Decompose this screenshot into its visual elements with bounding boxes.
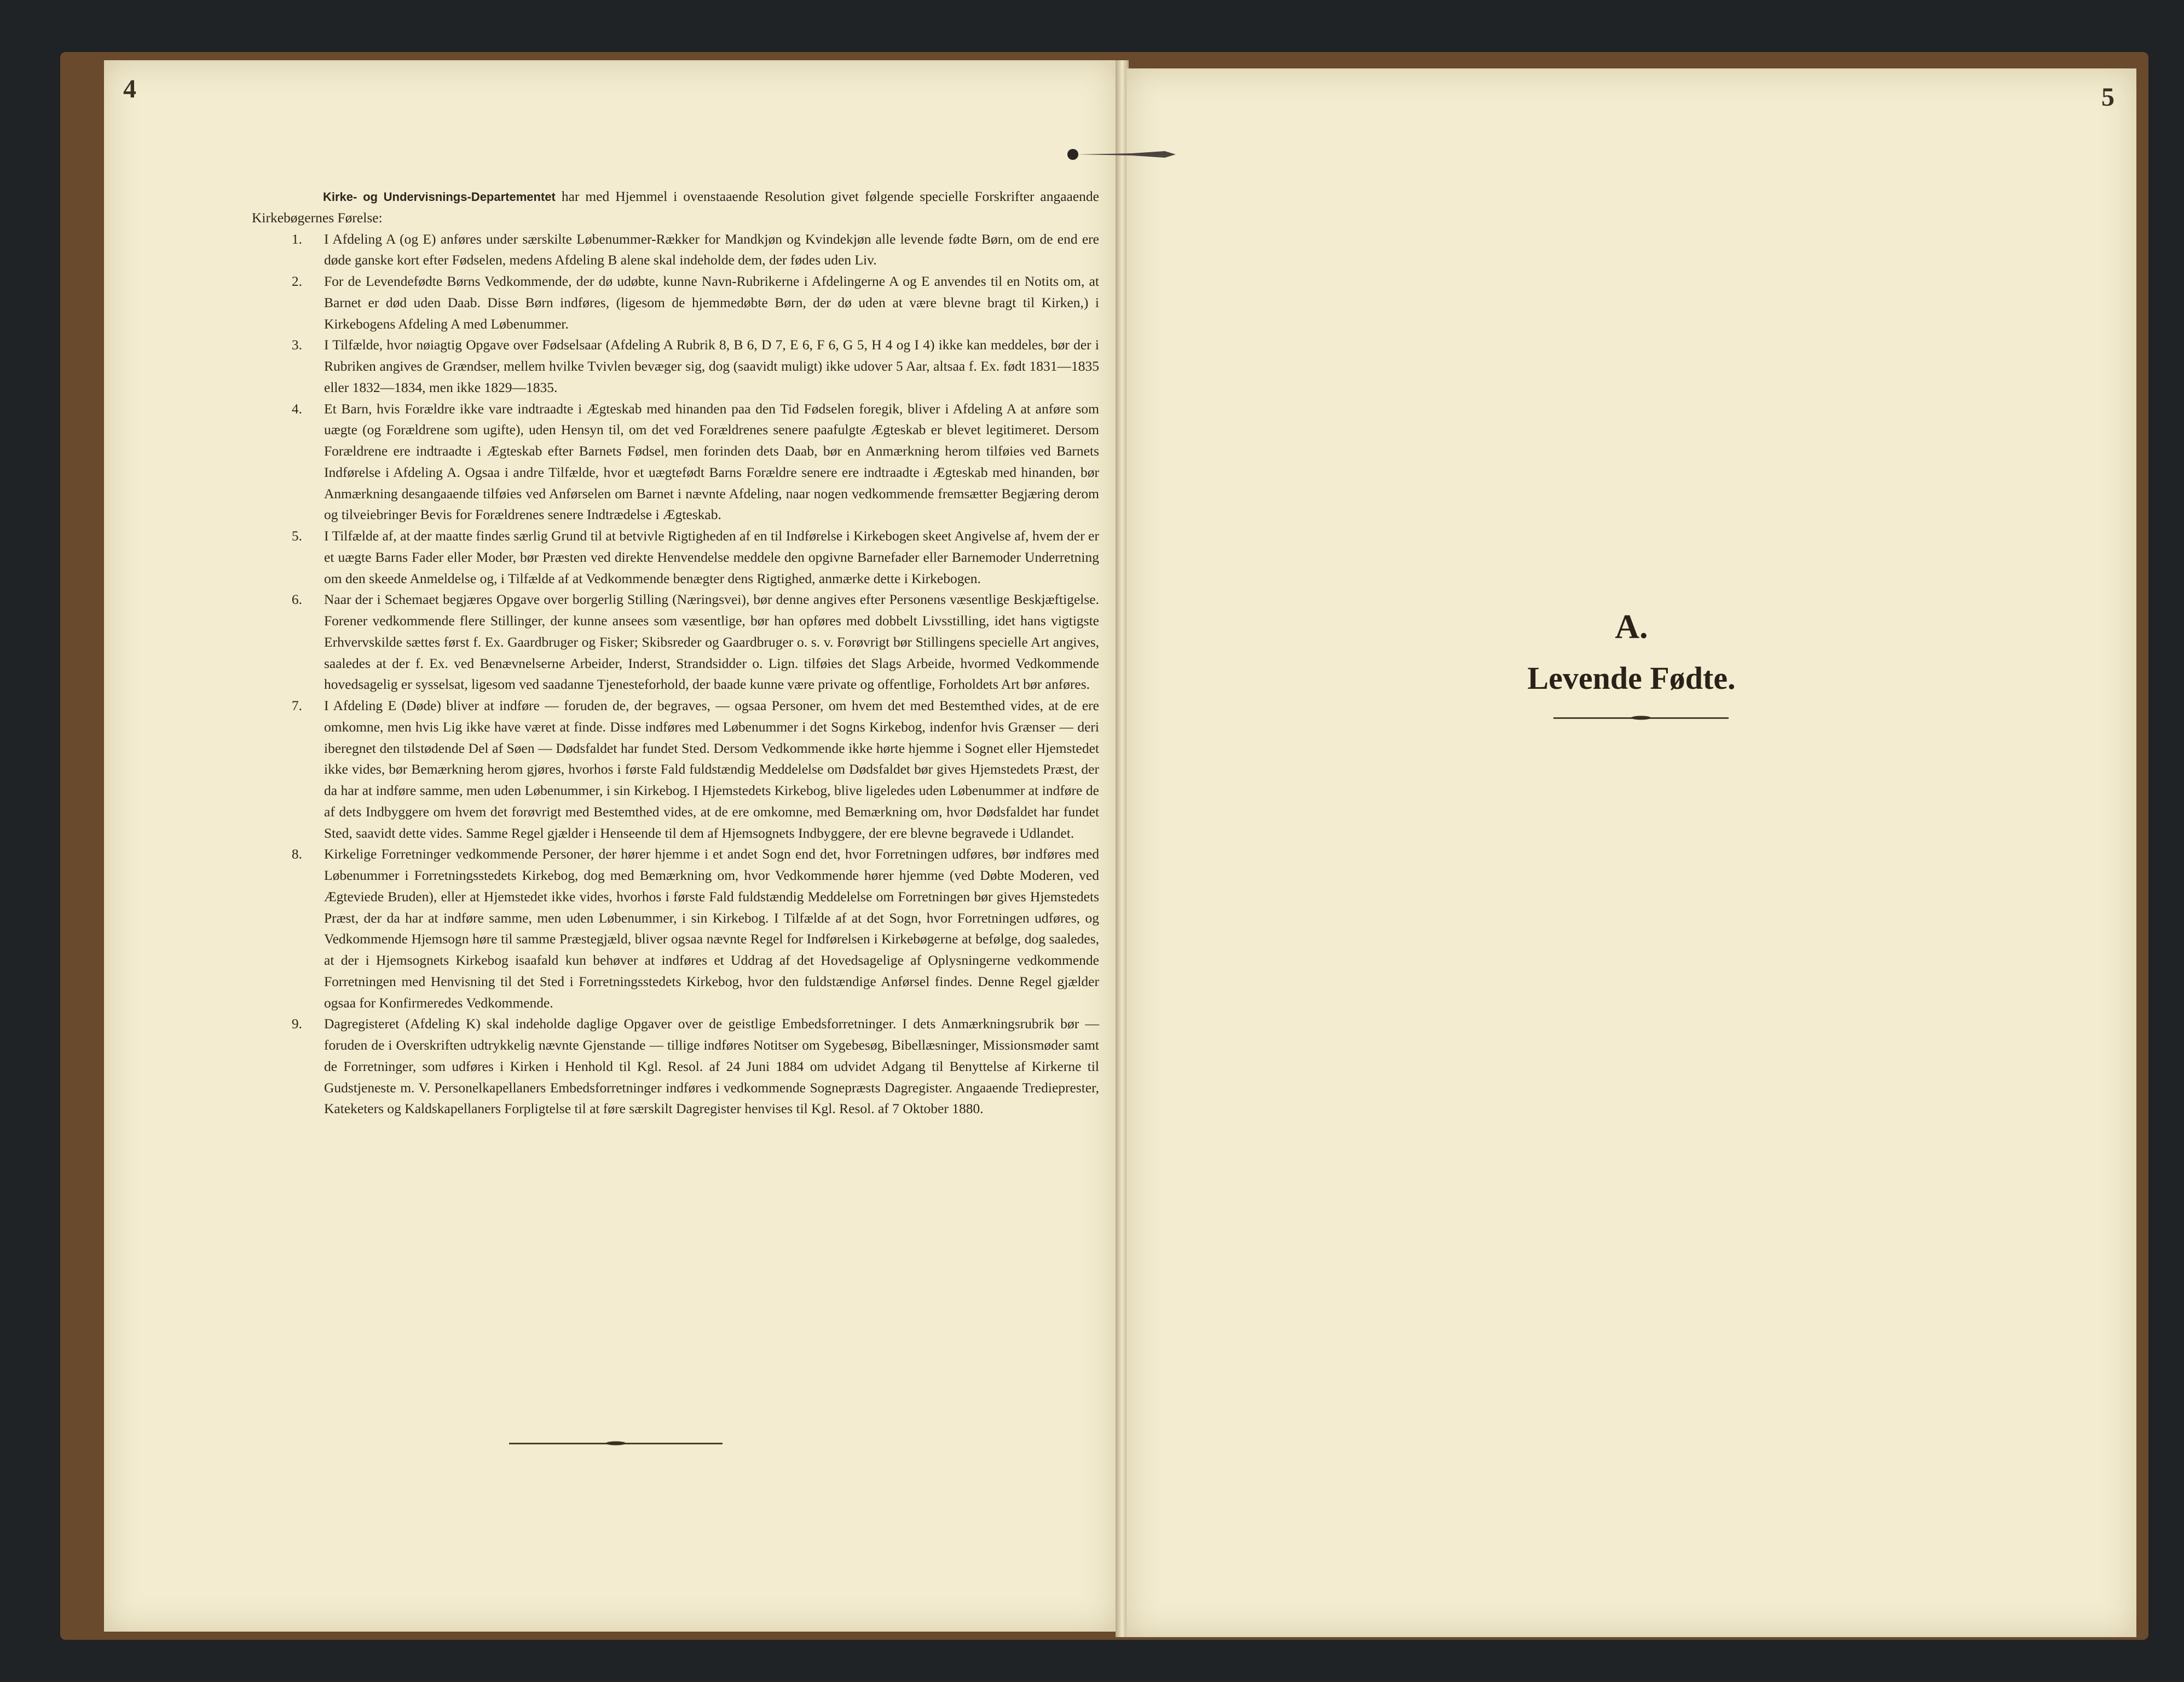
rule-number: 6. xyxy=(291,591,302,608)
rule-text: Kirkelige Forretninger vedkommende Personer, der hører hjemme i et andet Sogn end det, hvor Forretningen udføres, bør indføres med Løbenummer i Forretningsstedets Kirkebog, dog med Bemærkning om, hvor Vedkommende hører hjemme (ved Døbte Moderen, ved Ægteviede Bruden), eller at Hjemstedet ikke vides, hvorhos i første Fald fuldstændig Meddelelse om Forretningen bør gives Hjemstedets Præst, der da har at indføre samme, men uden Løbenummer, i sin Kirkebog. I Tilfælde af at det Sogn, hvor Forretningen udføres, og Vedkommende Hjemsogn høre til samme Præstegjæld, bliver ogsaa nævnte Regel for Indførelsen i Kirkebøgerne at befølge, dog saaledes, at der i Hjemsognets Kirkebog isaafald kun behøver at indføres et Uddrag af det Hovedsagelige af Oplysningerne vedkommende Forretningen med Henvisning til det Sted i Forretningsstedets Kirkebog, hvor den fuldstændige Anførsel findes. Denne Regel gjælder ogsaa for Konfirmeredes Vedkommende. xyxy=(324,846,1099,1011)
rule-number: 8. xyxy=(291,846,302,862)
rule-text: Naar der i Schemaet begjæres Opgave over borgerlig Stilling (Næringsvei), bør denne angives efter Personens væsentlige Beskjæftigelse. Forener vedkommende flere Stillinger, der kunne ansees som væsentlige, bør han opføres med dobbelt Livsstilling, idet hans vigtigste Erhvervskilde sættes først f. Ex. Gaardbruger og Fisker; Skibsreder og Gaardbruger o. s. v. Forøvrigt bør Stillingens specielle Art angives, saaledes at der f. Ex. ved Benævnelserne Arbeider, Inderst, Strandsidder o. Lign. tilføies det Slags Arbeide, hvormed Vedkommende hovedsagelig er sysselsat, ligesom ved saadanne Tjenesteforhold, der baade kunne være private og offentlige, Forholdets Art bør anføres. xyxy=(324,591,1099,693)
intro-paragraph xyxy=(252,186,1099,229)
rule-item xyxy=(252,844,1099,1013)
title-ornament xyxy=(1553,717,1729,719)
rule-number: 9. xyxy=(291,1016,302,1032)
rule-item xyxy=(252,1013,1099,1120)
rule-text: Et Barn, hvis Forældre ikke vare indtraadte i Ægteskab med hinanden paa den Tid Fødselen foregik, bliver i Afdeling A at anføre som uægte (og Forældrene som ugifte), uden Hensyn til, om det ved Forældrenes senere paafulgte Ægteskab er blevet legitimeret. Dersom Forældrene ere indtraadte i Ægteskab efter Barnets Fødsel, men forinden dets Daab, bør en Anmærkning herom tilføies ved Barnets Indførelse i Afdeling A. Ogsaa i andre Tilfælde, hvor et uægtefødt Barns Forældre senere ere indtraadte i Ægteskab med hinanden, bør Anmærkning desangaaende tilføies ved Anførselen om Barnet i nævnte Afdeling, naar nogen vedkommende fremsætter Begjæring derom og tilveiebringer Bevis for Forældrenes senere Indtrædelse i Ægteskab. xyxy=(324,400,1099,523)
rule-item xyxy=(252,589,1099,695)
pin-icon xyxy=(1066,148,1181,161)
right-page-number: 5 xyxy=(2101,83,2114,112)
rule-item xyxy=(252,526,1099,589)
rule-number: 4. xyxy=(291,400,302,417)
rule-number: 3. xyxy=(291,337,302,353)
rule-number: 1. xyxy=(291,231,302,247)
rule-text: Dagregisteret (Afdeling K) skal indeholde daglige Opgaver over de geistlige Embedsforretninger. I dets Anmærkningsrubrik bør — foruden de i Overskriften udtrykkelig nævnte Gjenstande — tillige indføres Notitser om Sygebesøg, Bibellæsninger, Missionsmøder samt de Forretninger, som udføres i Kirken i Henhold til Kgl. Resol. af 24 Juni 1884 om udvidet Adgang til Benyttelse af Kirkerne til Gudstjeneste m. V. Personelkapellaners Embedsforretninger indføres i vedkommende Sognepræsts Dagregister. Angaaende Tredieprester, Kateketers og Kaldskapellaners Forpligtelse til at føre særskilt Dagregister henvises til Kgl. Resol. af 7 Oktober 1880. xyxy=(324,1016,1099,1117)
rule-item xyxy=(252,335,1099,398)
rule-text: I Tilfælde af, at der maatte findes særlig Grund til at betvivle Rigtigheden af en til Indførelse i Kirkebogen skeet Angivelse af, hvem der er et uægte Barns Fader eller Moder, bør Præsten ved direkte Henvendelse meddele den opgivne Barnefader eller Barnemoder Underretning om den skeede Anmeldelse og, i Tilfælde af at Vedkommende benægter dens Rigtighed, anmærke dette i Kirkebogen. xyxy=(324,528,1099,586)
rules-list xyxy=(252,229,1099,1120)
regulations-text xyxy=(252,186,1099,1120)
rule-text: I Afdeling E (Døde) bliver at indføre — foruden de, der begraves, — ogsaa Personer, om hvem det med Bestemthed vides, at de ere omkomne, men hvis Lig ikke have været at finde. Disse indføres med Løbenummer i det Sogns Kirkebog, indenfor hvis Grænser — deri iberegnet den tilstødende Del af Søen — Dødsfaldet har fundet Sted. Dersom Vedkommende ikke hørte hjemme i Sognet eller Hjemstedet ikke vides, bør Bemærkning herom gjøres, hvorhos i første Fald fuldstændig Meddelelse om Dødsfaldet bør gives Hjemstedets Præst, der da har at indføre samme, men uden Løbenummer, i sin Kirkebog. I Hjemstedets Kirkebog, blive ligeledes uden Løbenummer at indføre de af dets Indbyggere om hvem det forøvrigt med Bestemthed vides, at de ere omkomne, med Bemærkning om, hvor Dødsfaldet har fundet Sted, saavidt dette vides. Samme Regel gjælder i Henseende til dem af Hjemsognets Indbyggere, der ere blevne begravede i Udlandet. xyxy=(324,698,1099,841)
left-page xyxy=(104,60,1117,1632)
rule-number: 5. xyxy=(291,528,302,544)
department-heading: Kirke- og Undervisnings-Departementet xyxy=(323,190,556,204)
rule-item xyxy=(252,399,1099,526)
rule-number: 7. xyxy=(291,698,302,713)
intro-text: har med Hjemmel i ovenstaaende Resolution givet følgende specielle Forskrifter angaaende Kirkebøgernes Førelse: xyxy=(252,188,1100,226)
left-page-number: 4 xyxy=(123,74,136,103)
divider-ornament xyxy=(509,1443,723,1444)
rule-number: 2. xyxy=(291,273,302,289)
rule-text: I Tilfælde, hvor nøiagtig Opgave over Fødselsaar (Afdeling A Rubrik 8, B 6, D 7, E 6, F 6, G 5, H 4 og I 4) ikke kan meddeles, bør der i Rubriken angives de Grændser, mellem hvilke Tvivlen bevæger sig, dog (saavidt muligt) ikke udover 5 Aar, altsaa f. Ex. født 1831—1835 eller 1832—1834, men ikke 1829—1835. xyxy=(324,337,1099,395)
section-letter: A. xyxy=(1615,608,1648,646)
rule-item xyxy=(252,271,1099,335)
rule-item xyxy=(252,229,1099,272)
rule-item xyxy=(252,695,1099,844)
rule-text: I Afdeling A (og E) anføres under særskilte Løbenummer-Rækker for Mandkjøn og Kvindekjøn alle levende fødte Børn, om de end ere døde ganske kort efter Fødselen, medens Afdeling B alene skal indeholde dem, der fødes uden Liv. xyxy=(324,231,1099,268)
right-page xyxy=(1126,68,2136,1637)
section-title: Levende Fødte. xyxy=(1527,660,1736,696)
rule-text: For de Levendefødte Børns Vedkommende, der dø udøbte, kunne Navn-Rubrikerne i Afdelingerne A og E anvendes til en Notits om, at Barnet er død uden Daab. Disse Børn indføres, (ligesom de hjemmedøbte Børn, der dø uden at være blevne bragt til Kirken,) i Kirkebogens Afdeling A med Løbenummer. xyxy=(324,273,1099,332)
